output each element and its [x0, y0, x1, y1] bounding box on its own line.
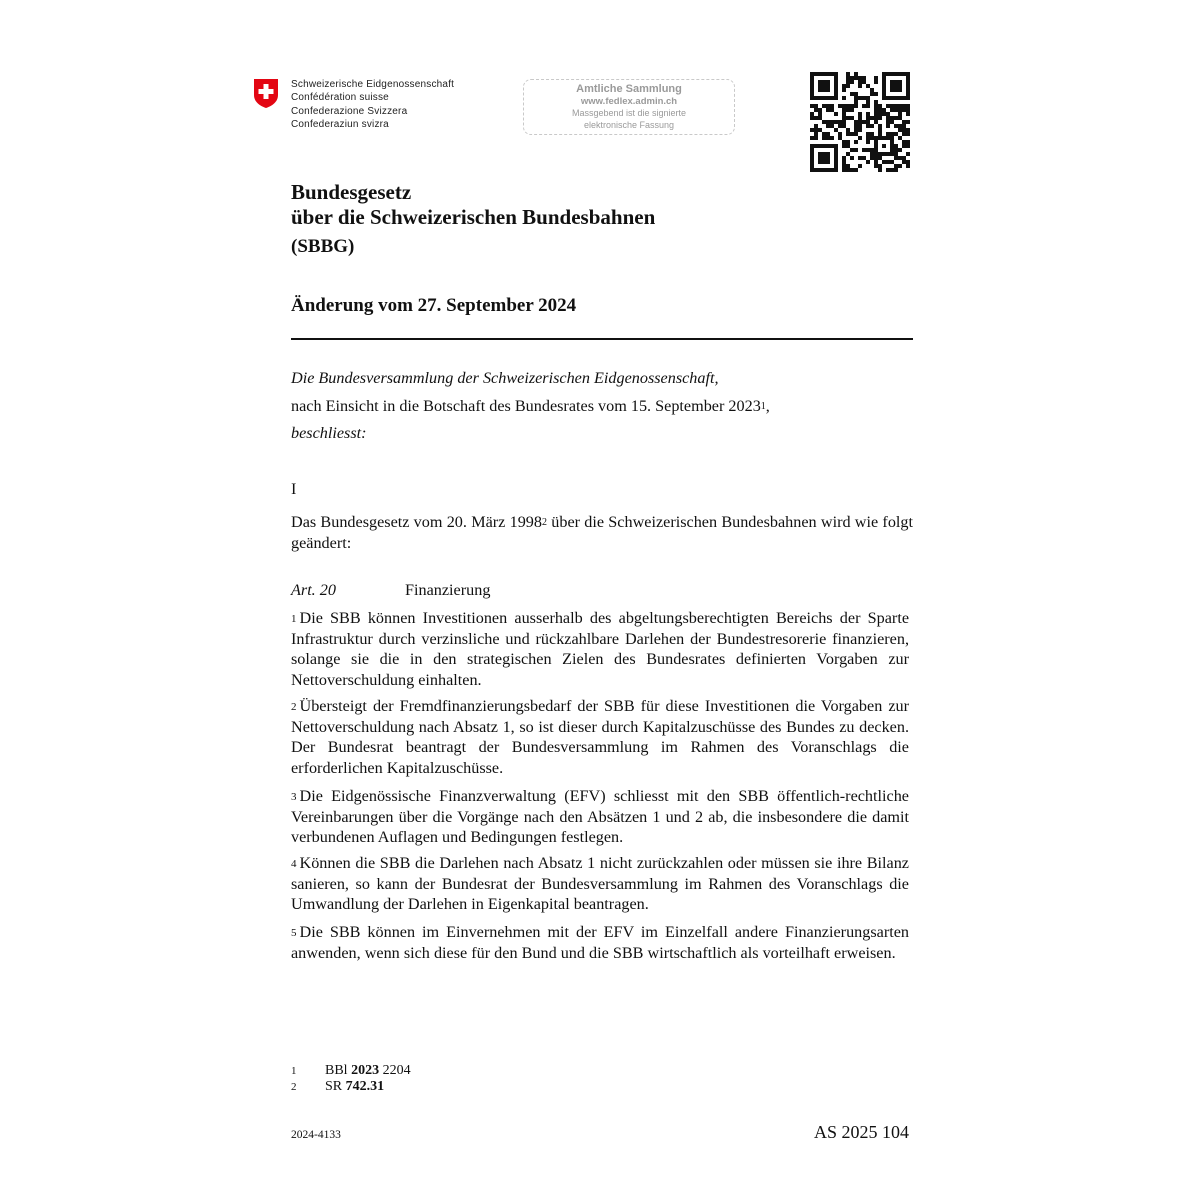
document-abbreviation: (SBBG)	[291, 236, 355, 257]
article-paragraph: $^5$ Die SBB können im Einvernehmen mit der EFV im Einzelfall andere Finanzierungsarten anwenden, wenn sich diese für den Bund und die SBB wirtschaftlich als vorteilhaft erweisen.	[291, 923, 909, 962]
footnote-1: 1 BBl 2023 2204	[291, 1063, 411, 1078]
amendment-date: Änderung vom 27. September 2024	[291, 295, 577, 316]
amendment-intro: Das Bundesgesetz vom 20. März 1998$^2$ über die Schweizerischen Bundesbahnen wird wie folgt geändert:	[291, 513, 913, 552]
article-heading	[291, 580, 490, 601]
title-line-2: über die Schweizerischen Bundesbahnen	[291, 205, 656, 229]
article-paragraph: $^3$ Die Eidgenössische Finanzverwaltung (EFV) schliesst mit den SBB öffentlich-rechtliche Vereinbarungen über die Vorgänge nach den Absätzen 1 und 2 ab, die insbesondere die damit verbundenen Auflagen und Bedingungen festlegen.	[291, 787, 909, 846]
confederation-de: Schweizerische Eidgenossenschaft	[291, 79, 455, 90]
footnote-ref-1[interactable]: 1	[760, 401, 766, 412]
swiss-cross-icon	[253, 78, 279, 109]
stamp-url: www.fedlex.admin.ch	[580, 96, 678, 107]
document-title	[291, 180, 655, 230]
footnote-ref-2[interactable]: 2	[542, 517, 547, 528]
stamp-note-1: Massgebend ist die signierte	[571, 108, 687, 118]
article-title: Finanzierung	[405, 581, 491, 599]
stamp-title: Amtliche Sammlung	[576, 83, 682, 95]
official-collection-number: AS 2025 104	[813, 1122, 909, 1142]
title-divider	[291, 338, 913, 340]
stamp-note-2: elektronische Fassung	[583, 120, 675, 130]
confederation-fr: Confédération suisse	[291, 92, 389, 104]
article-paragraph: $^4$ Können die SBB die Darlehen nach Absatz 1 nicht zurückzahlen oder müssen sie ihre Bilanz sanieren, so kann der Bundesrat der Bundesversammlung im Rahmen des Voranschlags die Umwandlung der Darlehen in Eigenkapital beantragen.	[291, 854, 909, 913]
confederation-it: Confederazione Svizzera	[291, 105, 408, 117]
preamble-consideration: nach Einsicht in die Botschaft des Bundesrates vom 15. September 2023$^1$,	[291, 397, 770, 415]
document-number: 2024-4133	[291, 1129, 341, 1141]
article-paragraph: $^1$ Die SBB können Investitionen ausserhalb des abgeltungsberechtigten Bereichs der Sparte Infrastruktur durch verzinsliche und rückzahlbare Darlehen der Bundestresorerie finanzieren, solange sie die in den strategischen Zielen des Bundesrates definierten Vorgaben zur Nettoverschuldung einhalten.	[291, 609, 909, 689]
official-collection-stamp	[523, 79, 735, 135]
preamble-assembly: Die Bundesversammlung der Schweizerischen Eidgenossenschaft,	[291, 369, 719, 387]
footnote-2: 2 SR 742.31	[291, 1079, 385, 1094]
confederation-names	[291, 78, 454, 131]
article-number: Art. 20	[291, 581, 336, 599]
article-paragraph: $^2$ Übersteigt der Fremdfinanzierungsbedarf der SBB für diese Investitionen die Vorgaben zur Nettoverschuldung nach Absatz 1, so ist dieser durch Kapitalzuschüsse des Bundes zu decken. Der Bundesrat beantragt der Bundesversammlung im Rahmen des Voranschlags die erforderlichen Kapitalzuschüsse.	[291, 697, 909, 777]
confederation-rm: Confederaziun svizra	[291, 118, 389, 130]
title-line-1: Bundesgesetz	[291, 180, 412, 204]
qr-code-icon	[810, 72, 910, 172]
preamble-decides: beschliesst:	[291, 424, 367, 442]
section-number: I	[291, 480, 297, 498]
